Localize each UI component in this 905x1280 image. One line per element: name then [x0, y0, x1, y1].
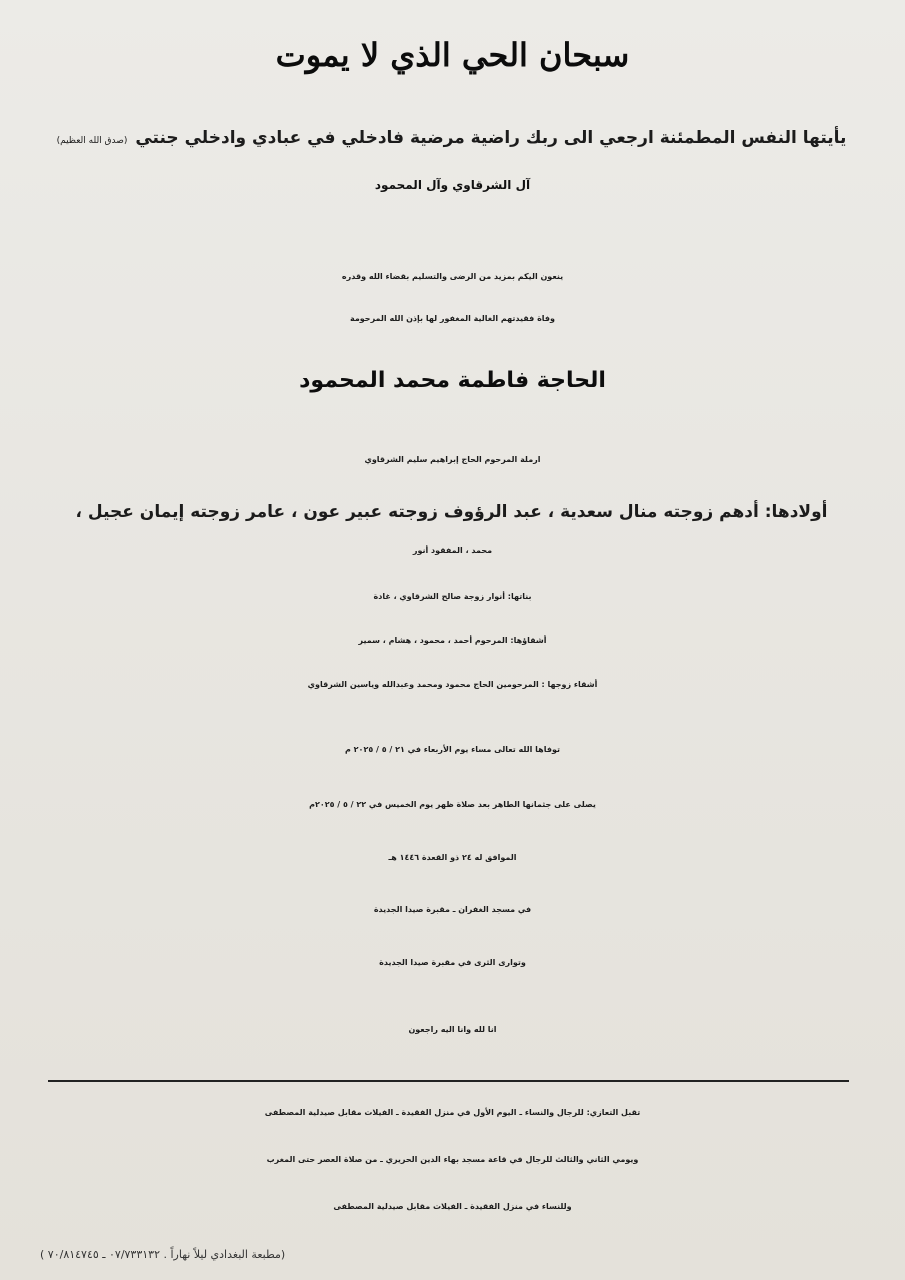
families-title: آل الشرقاوي وآل المحمود [374, 178, 531, 192]
quran-phrase: انا لله وانا اليه راجعون [408, 1025, 497, 1034]
sons-line-1: أولادها: أدهم زوجته منال سعدية ، عبد الرؤوف زوجته عبير عون ، عامر زوجته إيمان عجيل ، [75, 502, 828, 522]
burial-location: وتوارى الثرى في مقبرة صيدا الجديدة [379, 958, 526, 967]
condolences-line-2: ويومي الثاني والثالث للرجال في قاعة مسجد بهاء الدين الحريري ـ من صلاة العصر حتى المغرب [266, 1155, 639, 1164]
siblings: أشقاؤها: المرحوم أحمد ، محمود ، هشام ، سمير [358, 636, 547, 645]
announcement-line-1: ينعون اليكم بمزيد من الرضى والتسليم بقضاء الله وقدره [341, 272, 564, 281]
printer-credit: (مطبعة البغدادي ليلاً نهاراً . ٠٧/٧٣٣١٣٢ ـ ٧٠/٨١٤٧٤٥ ) [40, 1248, 286, 1261]
death-date: توفاها الله تعالى مساء يوم الأربعاء في ٢١ / ٥ / ٢٠٢٥ م [345, 745, 560, 754]
quran-verse-text: يأيتها النفس المطمئنة ارجعي الى ربك راضية مرضية فادخلي في عبادي وادخلي جنتي [135, 128, 847, 148]
mosque-location: في مسجد الغفران ـ مقبرة صيدا الجديدة [373, 905, 532, 914]
widow-of: ارملة المرحوم الحاج إبراهيم سليم الشرقاوي [364, 455, 541, 464]
prayer-date: يصلى على جثمانها الطاهر بعد صلاة ظهر يوم الخميس في ٢٢ / ٥ / ٢٠٢٥م [309, 800, 596, 809]
deceased-name: الحاجة فاطمة محمد المحمود [299, 368, 606, 393]
condolences-line-1: تقبل التعازي: للرجال والنساء ـ اليوم الأول في منزل الفقيدة ـ الفيلات مقابل صيدلية المصطفى [264, 1108, 641, 1117]
hijri-date: الموافق له ٢٤ ذو القعدة ١٤٤٦ هـ [388, 853, 517, 862]
quran-verse [20, 128, 883, 148]
calligraphy-header: سبحان الحي الذي لا يموت [275, 36, 630, 74]
announcement-line-2: وفاة فقيدتهم الغالية المغفور لها بإذن الله المرحومة [349, 314, 556, 323]
sons-line-2: محمد ، المفقود أنور [412, 546, 493, 555]
husband-siblings: أشقاء زوجها : المرحومين الحاج محمود ومحمد وعبدالله وياسين الشرقاوي [307, 680, 598, 689]
condolences-line-3: وللنساء في منزل الفقيدة ـ الفيلات مقابل صيدلية المصطفى [333, 1202, 572, 1211]
daughters: بناتها: أنوار زوجة صالح الشرقاوي ، غادة [373, 592, 532, 601]
quran-verse-note: (صدق الله العظيم) [56, 136, 128, 146]
divider-line [48, 1080, 849, 1082]
